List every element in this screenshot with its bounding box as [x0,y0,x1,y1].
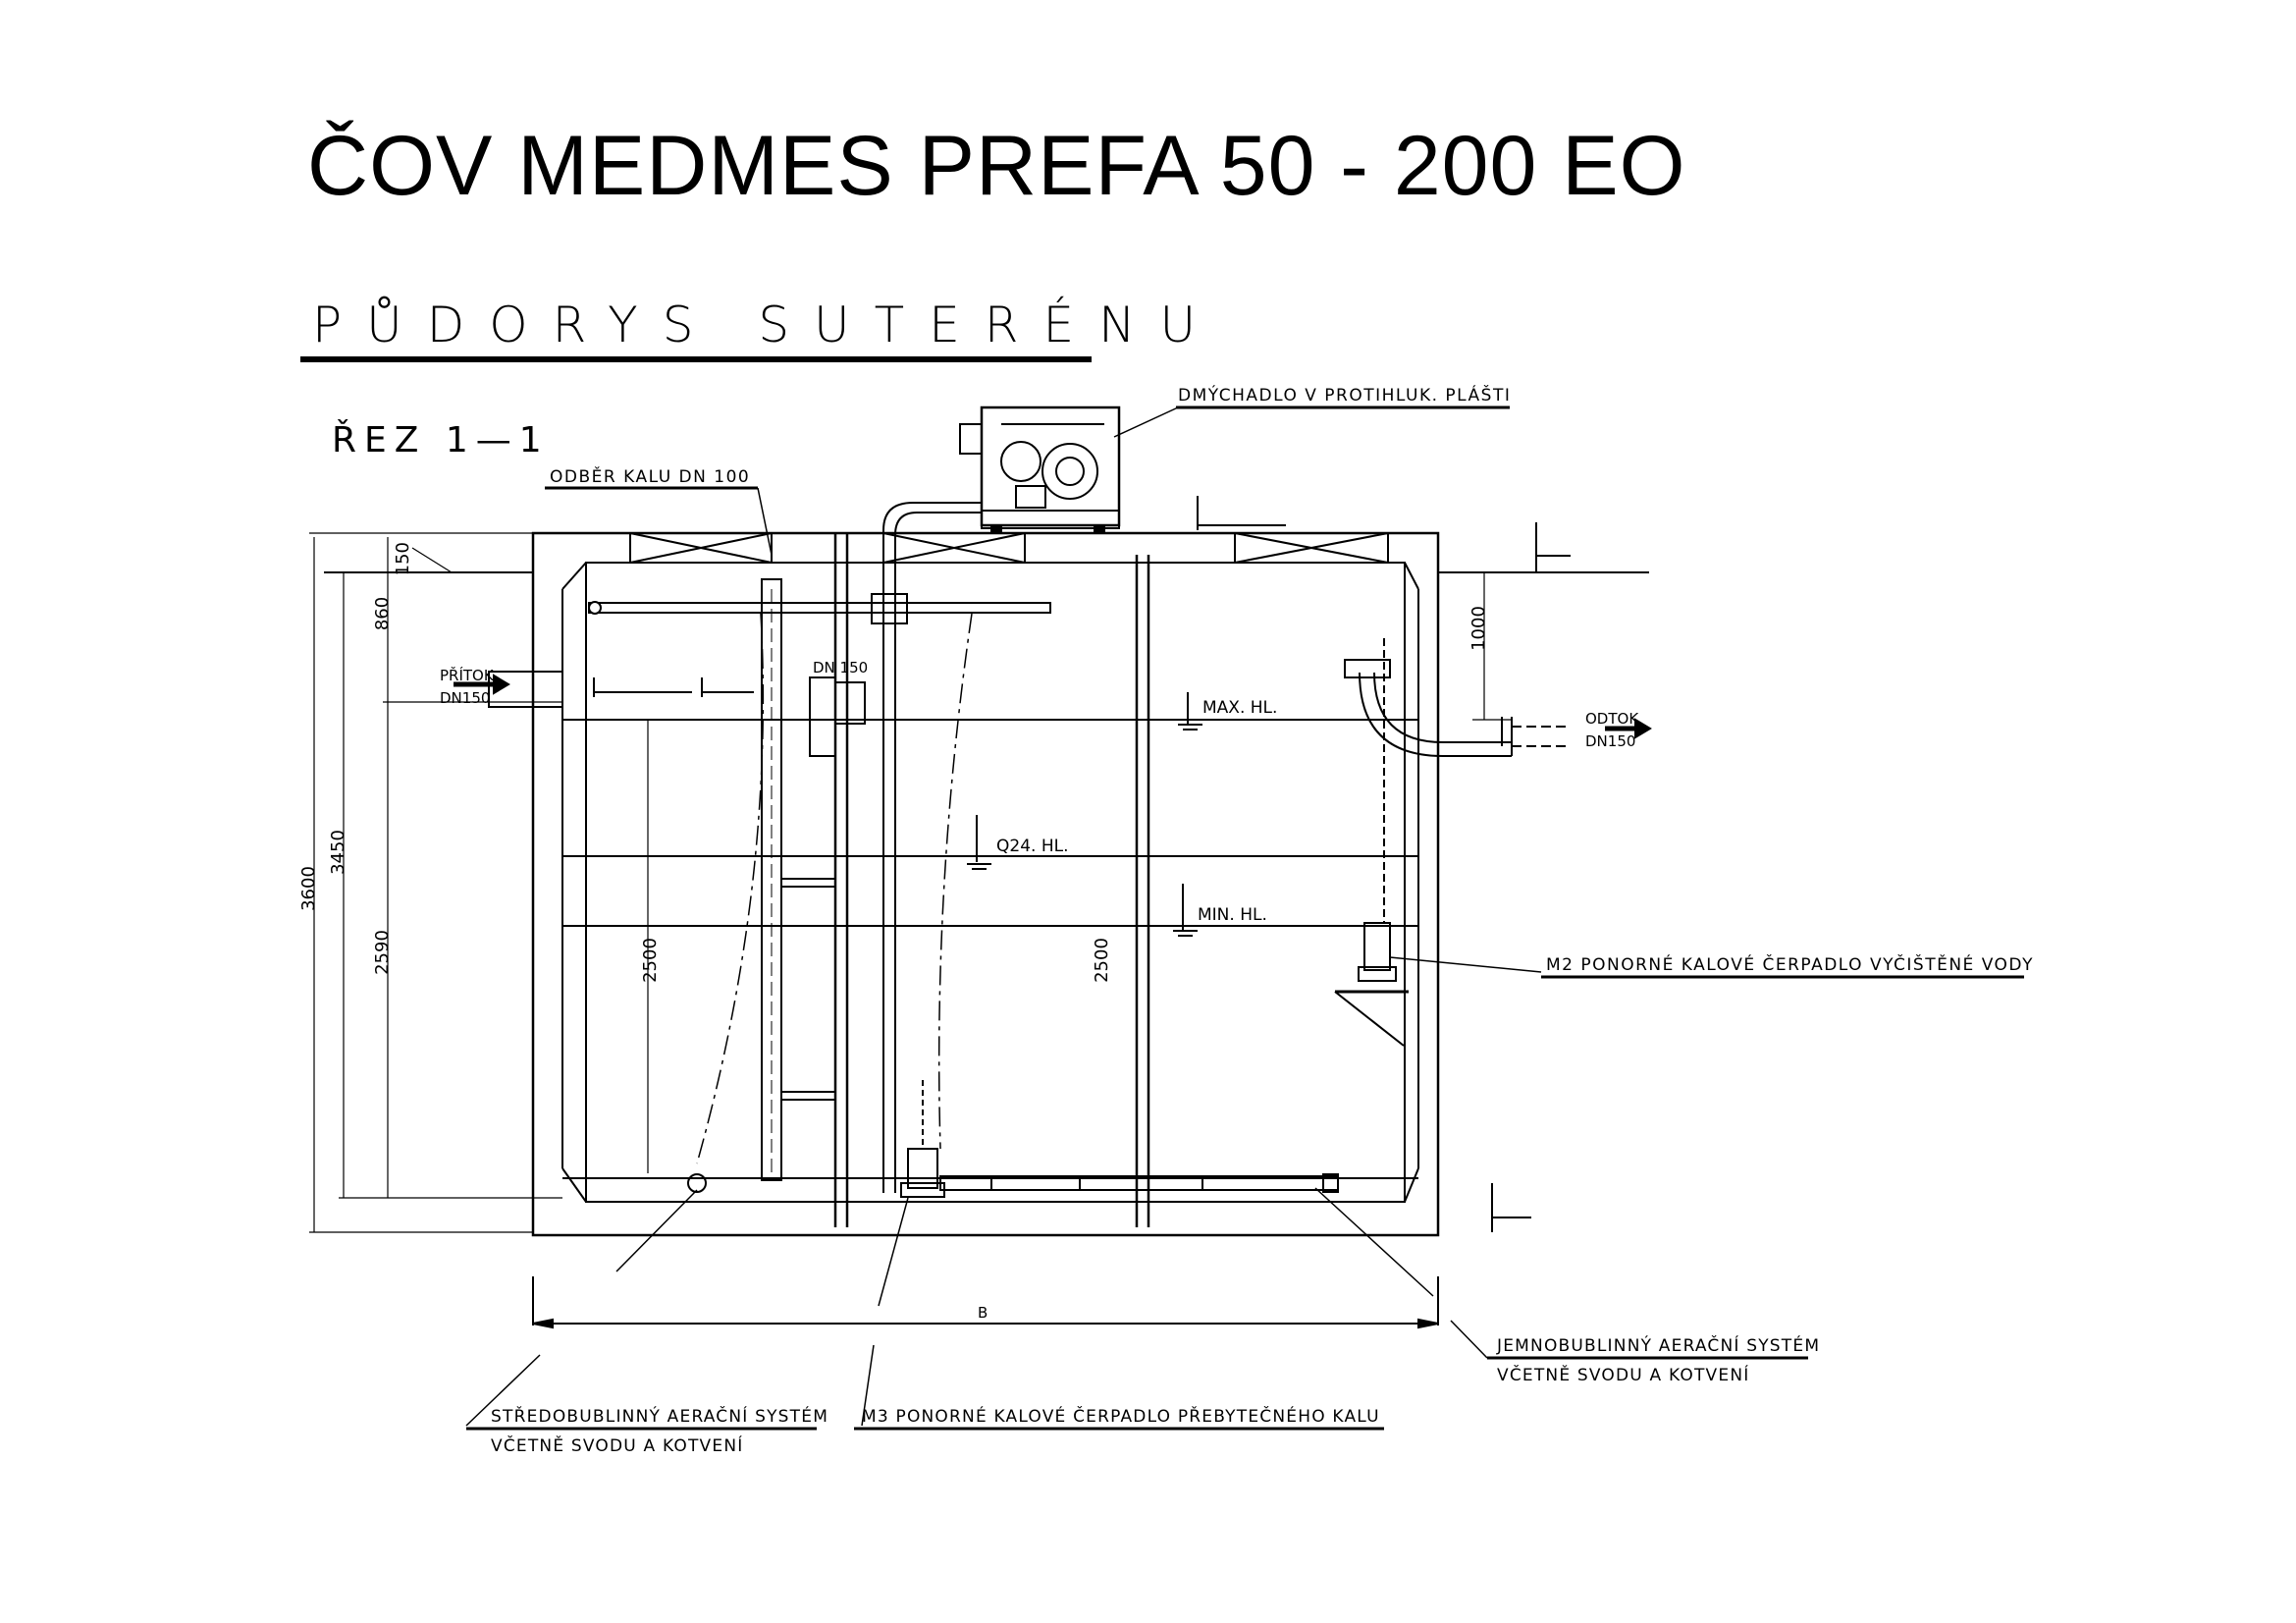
dim-860-label: 860 [372,596,393,631]
medium-aeration-sublabel: VČETNĚ SVODU A KOTVENÍ [491,1436,744,1456]
pump-m2 [1364,923,1390,970]
inflow-label: PŘÍTOK [440,667,494,684]
dim-150-label: 150 [393,542,413,576]
dim-3450-label: 3450 [328,830,348,875]
tank-inner-wall [586,563,1405,1202]
outflow-dn-label: DN150 [1585,732,1636,750]
blower-label: DMÝCHADLO V PROTIHLUK. PLÁŠTI [1178,386,1512,406]
inner-chamfer [1405,1168,1418,1202]
width-b-label: B [978,1304,988,1322]
inflow-dn-label: DN150 [440,689,491,707]
outflow-pipe [1374,673,1512,742]
tank-outer-wall [533,533,1438,1235]
section-subtitle: PŮDORYS SUTERÉNU [312,297,1221,353]
blower-air-pipe [883,503,982,1193]
inner-chamfer [1405,563,1418,589]
max-level-label: MAX. HL. [1202,698,1278,718]
inner-chamfer [562,563,586,589]
pump-m2-label: M2 PONORNÉ KALOVÉ ČERPADLO VYČIŠTĚNÉ VODY [1546,955,2034,975]
dim-3600-label: 3600 [298,866,319,911]
dim-2500-right-label: 2500 [1092,938,1112,983]
pump-m3-label: M3 PONORNÉ KALOVÉ ČERPADLO PŘEBYTEČNÉHO KALU [862,1407,1380,1427]
sludge-outlet-label: ODBĚR KALU DN 100 [550,467,751,487]
fine-aeration-label: JEMNOBUBLINNÝ AERAČNÍ SYSTÉM [1497,1336,1821,1356]
section-label: ŘEZ 1—1 [332,420,550,460]
min-level-label: MIN. HL. [1198,905,1267,925]
q24-level-label: Q24. HL. [996,837,1069,856]
dim-2500-left-label: 2500 [640,938,661,983]
page-title: ČOV MEDMES PREFA 50 - 200 EO [307,119,1686,213]
medium-aeration-diffuser [688,1174,706,1192]
medium-aeration-label: STŘEDOBUBLINNÝ AERAČNÍ SYSTÉM [491,1407,829,1427]
inner-chamfer [562,1168,586,1202]
outflow-label: ODTOK [1585,710,1639,728]
dim-2590-label: 2590 [372,930,393,975]
dim-1000-label: 1000 [1468,606,1489,651]
fine-aeration-sublabel: VČETNĚ SVODU A KOTVENÍ [1497,1366,1750,1385]
dn150-label: DN 150 [813,659,869,676]
air-header-pipe [589,603,1050,613]
